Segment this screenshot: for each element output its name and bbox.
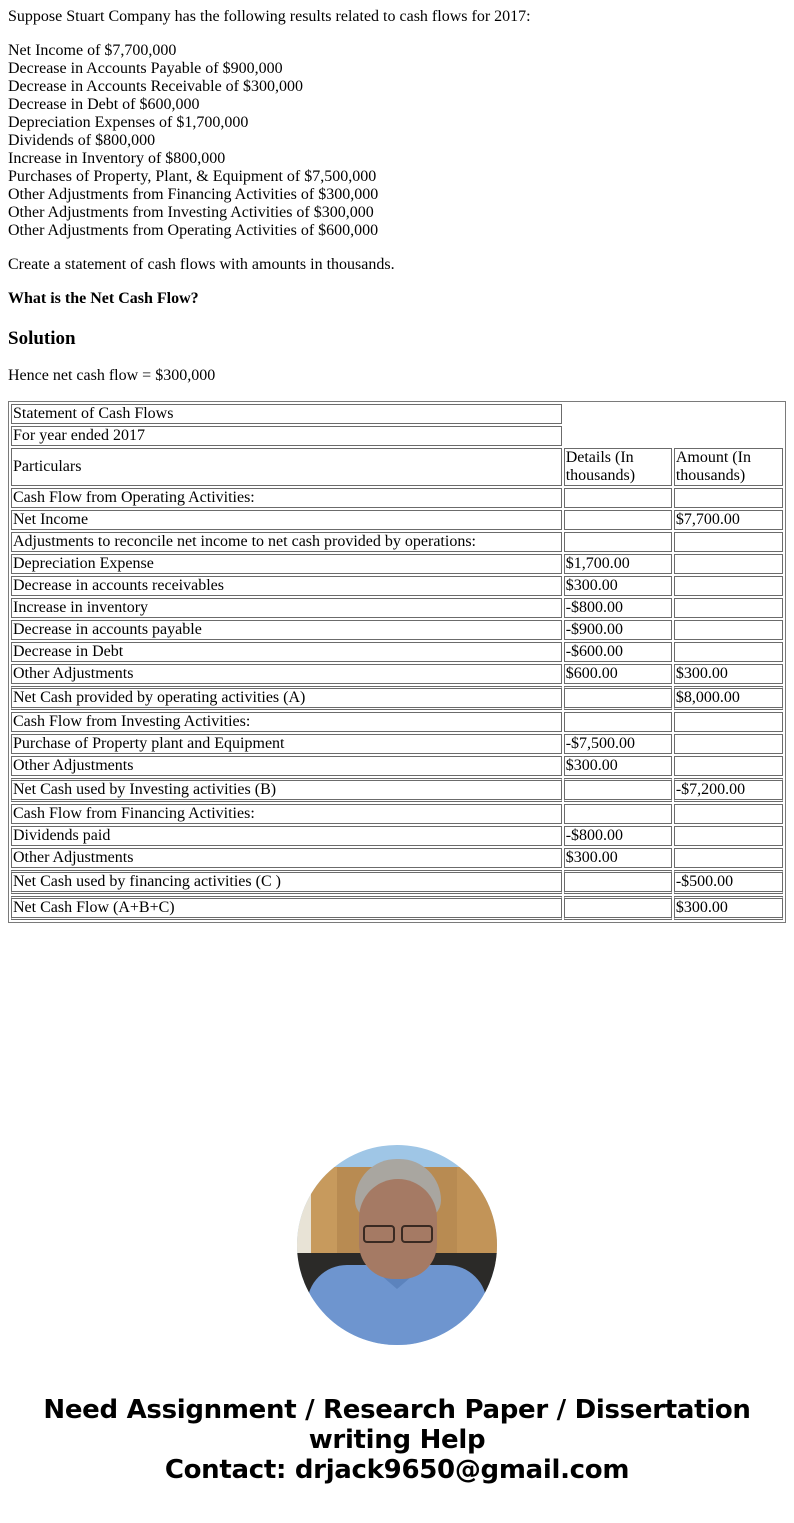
table-row <box>11 826 783 846</box>
cell-amount <box>674 554 783 574</box>
fact-item: Other Adjustments from Financing Activities of $300,000 <box>8 186 379 203</box>
author-photo-icon <box>297 1145 497 1345</box>
question-intro: Suppose Stuart Company has the following results related to cash flows for 2017: <box>8 8 531 25</box>
cell-details <box>564 532 672 552</box>
solution-answer: Hence net cash flow = $300,000 <box>8 367 216 384</box>
table-title: Statement of Cash Flows <box>11 404 562 424</box>
fact-item: Net Income of $7,700,000 <box>8 42 177 59</box>
table-row <box>11 510 783 530</box>
solution-heading: Solution <box>8 328 76 349</box>
cell-details: -$900.00 <box>564 620 672 640</box>
total-row-net-cash-flow <box>11 896 783 920</box>
cell-details: $300.00 <box>564 756 672 776</box>
cell-particular: Cash Flow from Operating Activities: <box>11 488 562 508</box>
table-row <box>11 734 783 754</box>
header-amount: Amount (In thousands) <box>674 448 783 486</box>
table-row <box>11 488 783 508</box>
table-row <box>11 554 783 574</box>
cash-flow-table <box>8 401 786 923</box>
cell-amount <box>674 598 783 618</box>
header-details: Details (In thousands) <box>564 448 672 486</box>
cell-particular: Net Cash used by financing activities (C ) <box>11 870 562 894</box>
cell-amount <box>674 620 783 640</box>
cell-particular: Dividends paid <box>11 826 562 846</box>
table-title-row <box>11 404 783 424</box>
table-row <box>11 712 783 732</box>
fact-item: Depreciation Expenses of $1,700,000 <box>8 114 249 131</box>
cell-amount <box>674 756 783 776</box>
cell-details <box>564 712 672 732</box>
promo-contact: Contact: drjack9650@gmail.com <box>164 1455 630 1485</box>
cell-details <box>564 896 672 920</box>
author-photo-container <box>8 1145 786 1345</box>
table-row <box>11 848 783 868</box>
cell-amount: -$500.00 <box>674 870 783 894</box>
table-row <box>11 532 783 552</box>
cell-details <box>564 488 672 508</box>
cell-details <box>564 510 672 530</box>
fact-item: Other Adjustments from Investing Activities of $300,000 <box>8 204 374 221</box>
table-row <box>11 664 783 684</box>
cell-particular: Depreciation Expense <box>11 554 562 574</box>
cell-particular: Net Cash used by Investing activities (B) <box>11 778 562 802</box>
cell-details: -$800.00 <box>564 826 672 846</box>
cell-details: $300.00 <box>564 848 672 868</box>
cell-details: -$600.00 <box>564 642 672 662</box>
cell-amount: $8,000.00 <box>674 686 783 710</box>
cell-particular: Cash Flow from Financing Activities: <box>11 804 562 824</box>
cell-particular: Decrease in accounts payable <box>11 620 562 640</box>
cell-amount <box>674 848 783 868</box>
cell-particular: Net Cash provided by operating activities (A) <box>11 686 562 710</box>
cell-amount: -$7,200.00 <box>674 778 783 802</box>
cell-details <box>564 804 672 824</box>
table-header-row <box>11 448 783 486</box>
instruction: Create a statement of cash flows with amounts in thousands. <box>8 256 395 273</box>
table-row <box>11 804 783 824</box>
table-row <box>11 598 783 618</box>
fact-item: Increase in Inventory of $800,000 <box>8 150 226 167</box>
cell-amount: $7,700.00 <box>674 510 783 530</box>
cell-amount <box>674 734 783 754</box>
cell-details: $1,700.00 <box>564 554 672 574</box>
cell-details: $600.00 <box>564 664 672 684</box>
table-row <box>11 756 783 776</box>
cell-particular: Net Cash Flow (A+B+C) <box>11 896 562 920</box>
table-row <box>11 576 783 596</box>
subtotal-row-investing <box>11 778 783 802</box>
table-row <box>11 642 783 662</box>
promo-line-1: Need Assignment / Research Paper / Dissertation <box>43 1395 751 1425</box>
subtotal-row-financing <box>11 870 783 894</box>
cell-amount <box>674 576 783 596</box>
table-row <box>11 620 783 640</box>
cell-details: $300.00 <box>564 576 672 596</box>
cell-details <box>564 686 672 710</box>
cell-particular: Other Adjustments <box>11 756 562 776</box>
cell-details: -$7,500.00 <box>564 734 672 754</box>
cell-amount: $300.00 <box>674 664 783 684</box>
cell-amount: $300.00 <box>674 896 783 920</box>
cell-particular: Other Adjustments <box>11 664 562 684</box>
cell-amount <box>674 804 783 824</box>
header-particulars: Particulars <box>11 448 562 486</box>
cell-amount <box>674 488 783 508</box>
subtotal-row-operating <box>11 686 783 710</box>
cell-amount <box>674 642 783 662</box>
cell-amount <box>674 712 783 732</box>
cell-particular: Purchase of Property plant and Equipment <box>11 734 562 754</box>
fact-item: Purchases of Property, Plant, & Equipment of $7,500,000 <box>8 168 377 185</box>
cell-details: -$800.00 <box>564 598 672 618</box>
cell-particular: Net Income <box>11 510 562 530</box>
fact-item: Decrease in Debt of $600,000 <box>8 96 200 113</box>
fact-item: Decrease in Accounts Payable of $900,000 <box>8 60 283 77</box>
cell-details <box>564 778 672 802</box>
cell-particular: Cash Flow from Investing Activities: <box>11 712 562 732</box>
cell-particular: Increase in inventory <box>11 598 562 618</box>
cell-amount <box>674 826 783 846</box>
table-subtitle: For year ended 2017 <box>11 426 562 446</box>
cell-particular: Other Adjustments <box>11 848 562 868</box>
fact-item: Other Adjustments from Operating Activities of $600,000 <box>8 222 379 239</box>
cell-particular: Decrease in accounts receivables <box>11 576 562 596</box>
question-prompt: What is the Net Cash Flow? <box>8 290 199 307</box>
facts-list <box>8 42 786 240</box>
cell-details <box>564 870 672 894</box>
promo-banner <box>8 1395 786 1485</box>
promo-line-2: writing Help <box>308 1425 486 1455</box>
cell-particular: Adjustments to reconcile net income to net cash provided by operations: <box>11 532 562 552</box>
cell-particular: Decrease in Debt <box>11 642 562 662</box>
fact-item: Decrease in Accounts Receivable of $300,000 <box>8 78 304 95</box>
cell-amount <box>674 532 783 552</box>
fact-item: Dividends of $800,000 <box>8 132 156 149</box>
